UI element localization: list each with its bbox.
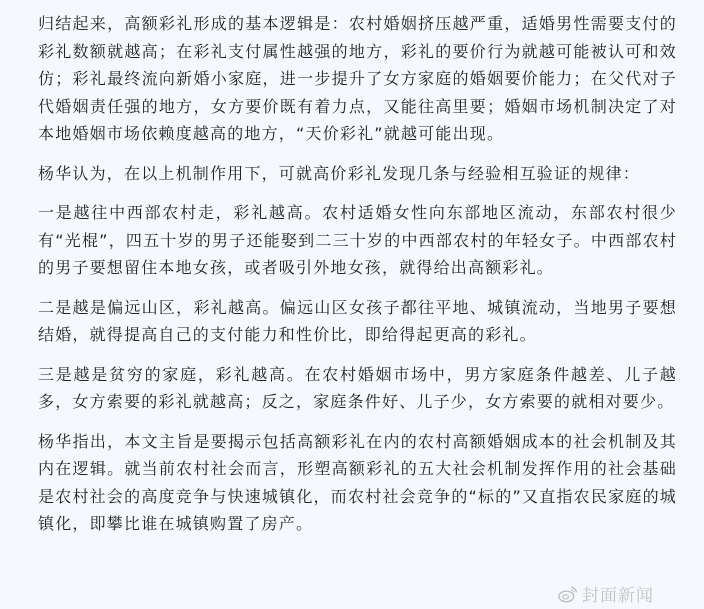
- weibo-icon: [558, 585, 578, 603]
- watermark: [558, 581, 654, 606]
- paragraph-rule-3: 三是越是贫穷的家庭，彩礼越高。在农村婚姻市场中，男方家庭条件越差、儿子越多，女方索要的彩礼就越高；反之，家庭条件好、儿子少，女方索要的就相对要少。: [38, 364, 677, 411]
- paragraph-rule-2: 二是越是偏远山区，彩礼越高。偏远山区女孩子都往平地、城镇流动，当地男子要想结婚，就得提高自己的支付能力和性价比，即给得起更高的彩礼。: [38, 297, 677, 344]
- paragraph-conclusion: 杨华指出，本文主旨是要揭示包括高额彩礼在内的农村高额婚姻成本的社会机制及其内在逻辑。就当前农村社会而言，形塑高额彩礼的五大社会机制发挥作用的社会基础是农村社会的高度竞争与快速城镇化，而农村社会竞争的“标的”又直指农民家庭的城镇化，即攀比谁在城镇购置了房产。: [38, 431, 677, 533]
- watermark-text: 封面新闻: [582, 586, 654, 606]
- paragraph-rule-1: 一是越往中西部农村走，彩礼越高。农村适婚女性向东部地区流动，东部农村很少有“光棍”，四五十岁的男子还能娶到二三十岁的中西部农村的年轻女子。中西部农村的男子要想留住本地女孩，或者吸引外地女孩，就得给出高额彩礼。: [38, 203, 677, 277]
- paragraph-summary: 归结起来，高额彩礼形成的基本逻辑是：农村婚姻挤压越严重，适婚男性需要支付的彩礼数额就越高；在彩礼支付属性越强的地方，彩礼的要价行为就越可能被认可和效仿；彩礼最终流向新婚小家庭，进一步提升了女方家庭的婚姻要价能力；在父代对子代婚姻责任强的地方，女方要价既有着力点，又能往高里要；婚姻市场机制决定了对本地婚姻市场依赖度越高的地方，“天价彩礼”就越可能出现。: [38, 14, 677, 143]
- paragraph-intro: 杨华认为，在以上机制作用下，可就高价彩礼发现几条与经验相互验证的规律：: [38, 163, 641, 183]
